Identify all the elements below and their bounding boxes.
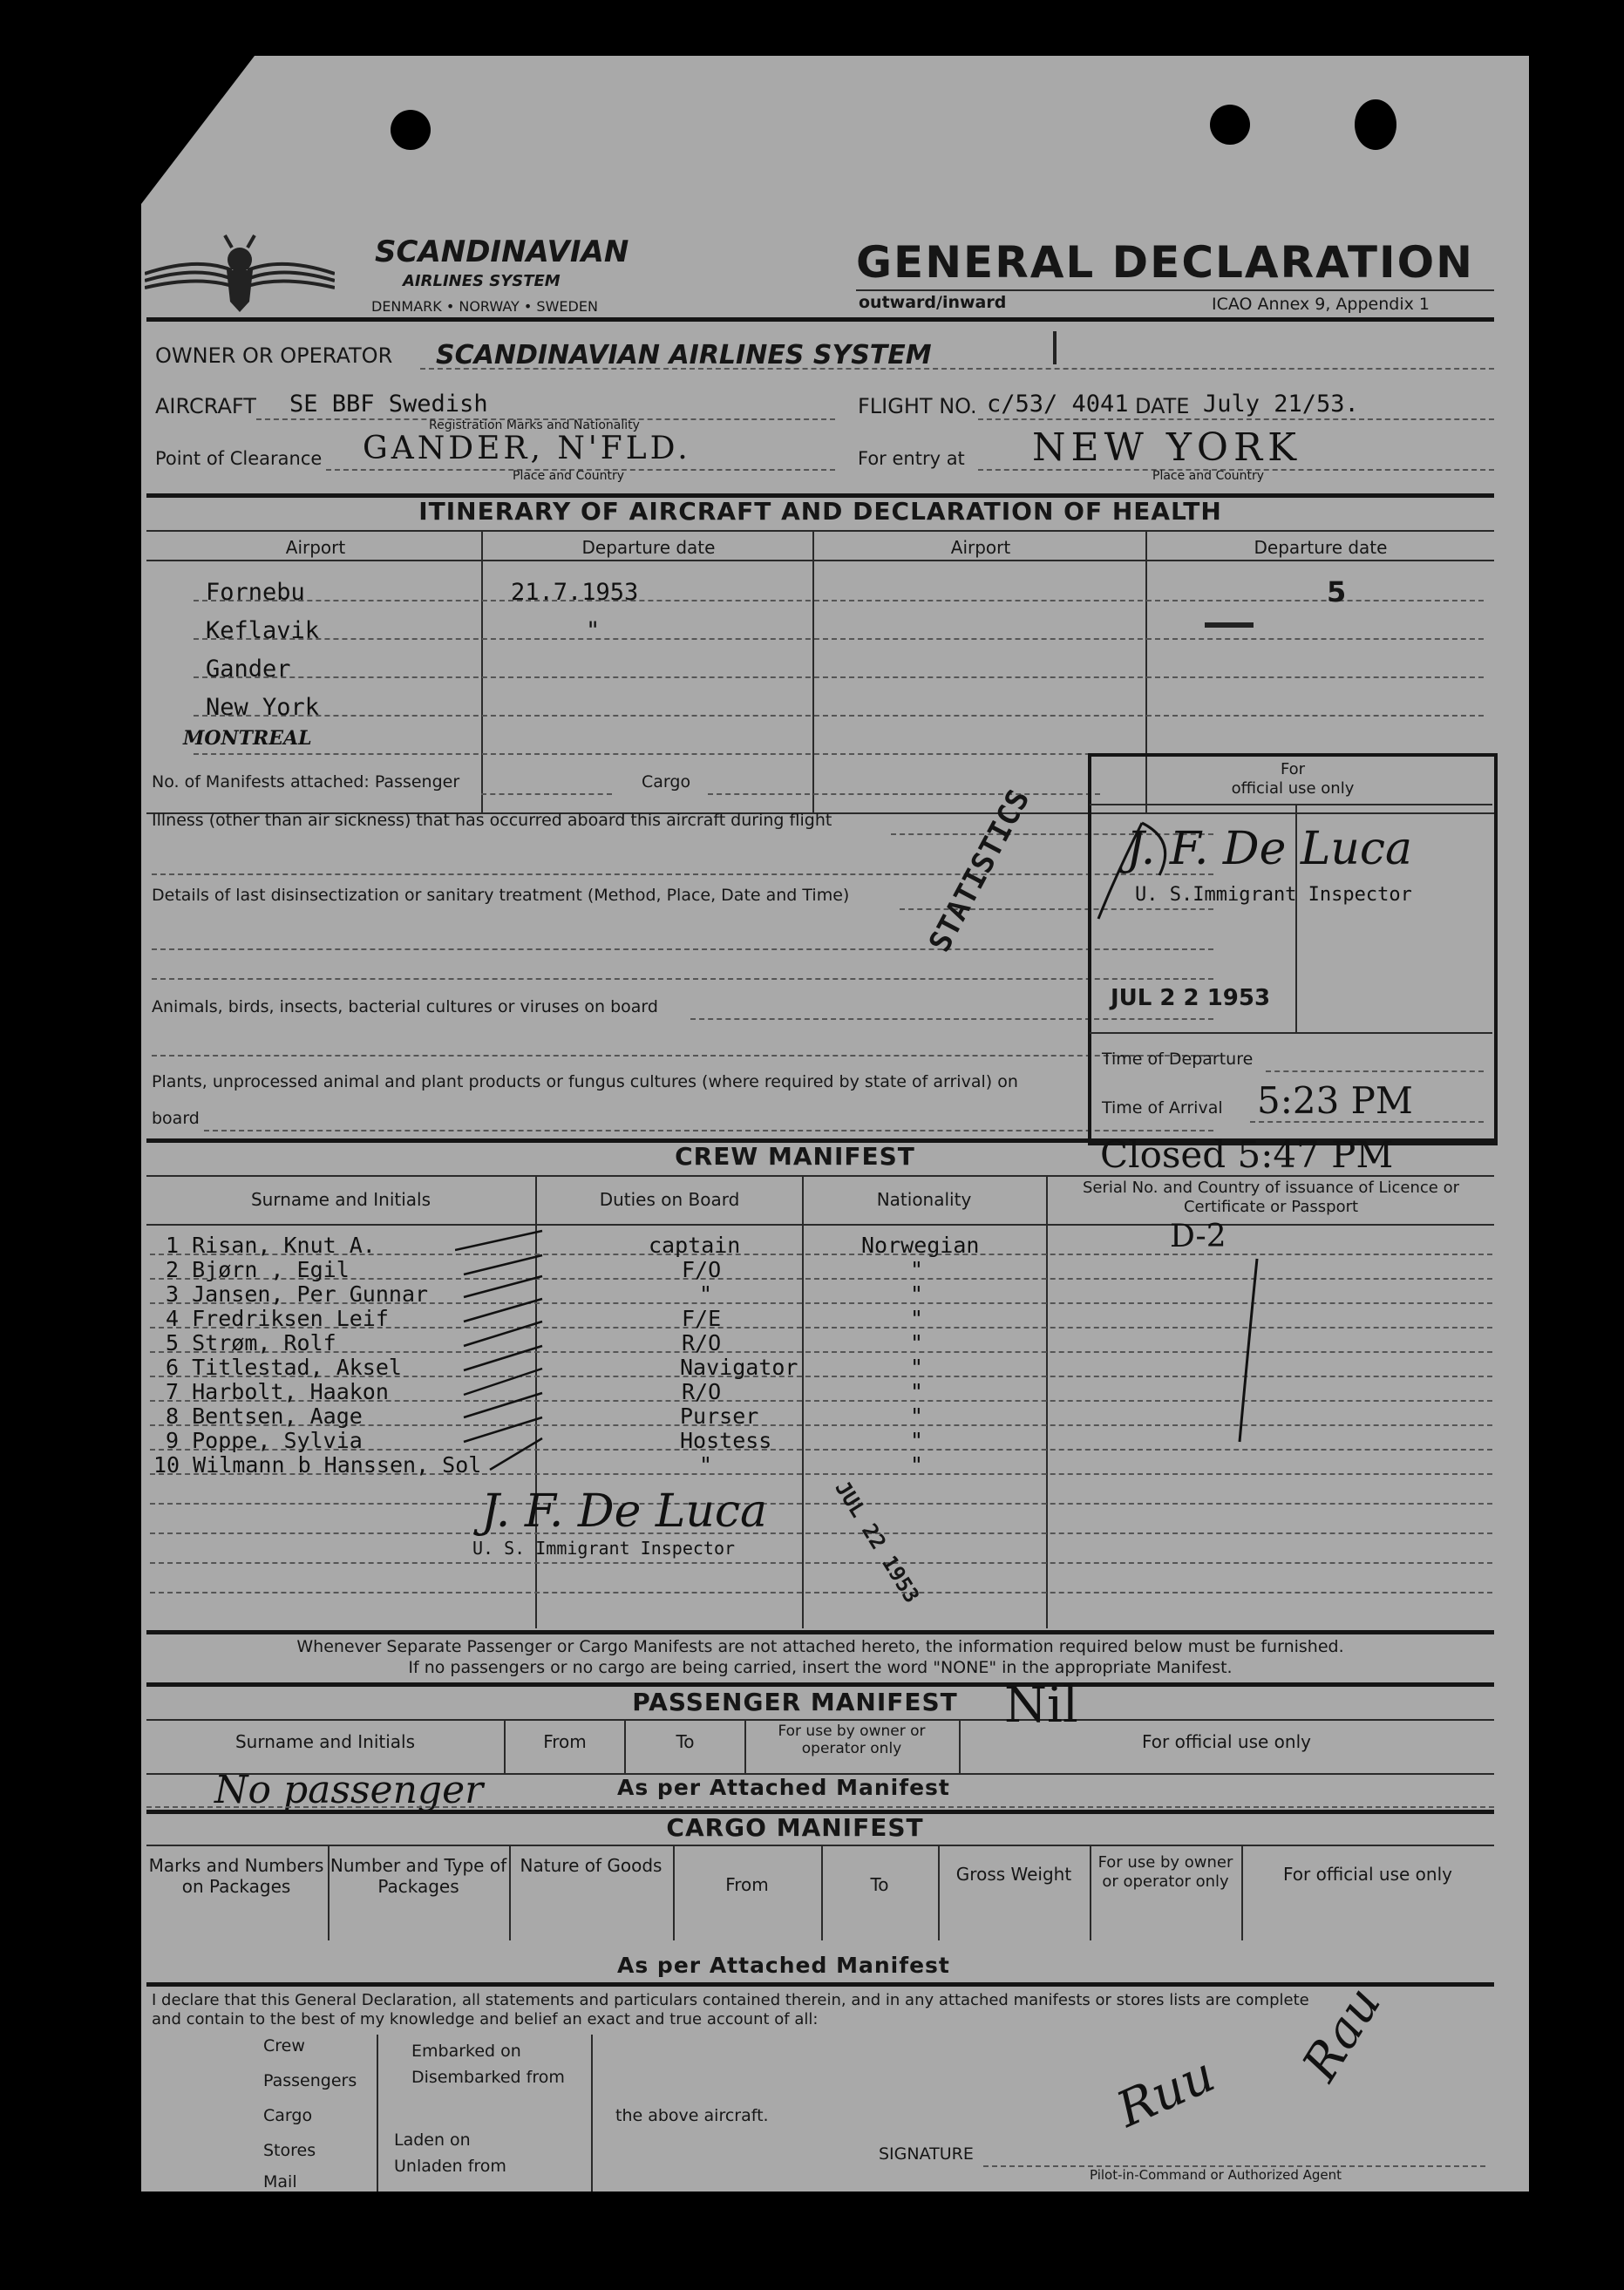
passenger-entry-handwritten: No passenger bbox=[214, 1768, 484, 1812]
owner-value: SCANDINAVIAN AIRLINES SYSTEM bbox=[436, 340, 932, 370]
official-use-label: official use only bbox=[1231, 779, 1355, 798]
crew-nationality: " bbox=[910, 1403, 924, 1429]
official-date-stamp: JUL 2 2 1953 bbox=[1111, 985, 1271, 1011]
pen-dash bbox=[1205, 622, 1254, 628]
crew-row bbox=[166, 1379, 389, 1404]
crew-row-number: 7 bbox=[166, 1379, 180, 1404]
declaration-item: Passengers bbox=[263, 2071, 357, 2090]
crew-name: Fredriksen Leif bbox=[192, 1306, 389, 1331]
torn-corner bbox=[141, 56, 255, 204]
departure-date-entry: " bbox=[586, 617, 601, 644]
crew-nationality: " bbox=[910, 1330, 924, 1356]
crew-inspector-signature: J. F. De Luca bbox=[481, 1485, 768, 1538]
col-cargo-to: To bbox=[870, 1874, 889, 1895]
crew-name: Risan, Knut A. bbox=[192, 1233, 376, 1258]
owner-label: OWNER OR OPERATOR bbox=[155, 343, 393, 368]
declaration-form bbox=[141, 56, 1529, 2191]
airline-subname: AIRLINES SYSTEM bbox=[403, 272, 561, 290]
col-passenger-to: To bbox=[676, 1731, 695, 1752]
time-arrival-value: 5:23 PM bbox=[1257, 1079, 1413, 1122]
declaration-action: Laden on bbox=[394, 2130, 471, 2150]
clearance-value: GANDER, N'FLD. bbox=[363, 431, 691, 466]
time-arrival-label: Time of Arrival bbox=[1102, 1098, 1223, 1118]
declaration-text-1: I declare that this General Declaration, all statements and particulars contained therein, and in any attached manifests or stores lists are complete bbox=[152, 1991, 1309, 2009]
col-nationality: Nationality bbox=[876, 1189, 972, 1210]
declaration-text-2: and contain to the best of my knowledge and belief an exact and true account of all: bbox=[152, 2010, 819, 2028]
col-airport: Airport bbox=[285, 537, 346, 558]
crew-nationality: " bbox=[910, 1428, 924, 1453]
crew-duty: Hostess bbox=[680, 1428, 772, 1453]
airport-entry: Fornebu bbox=[206, 579, 305, 606]
crew-nationality: " bbox=[910, 1355, 924, 1380]
col-passenger-from: From bbox=[543, 1731, 587, 1752]
crew-row-number: 2 bbox=[166, 1257, 180, 1282]
official-for-label: For bbox=[1280, 760, 1306, 778]
crew-row bbox=[153, 1452, 481, 1478]
signature-flourish bbox=[1090, 805, 1492, 928]
closed-time-note: Closed 5:47 PM bbox=[1100, 1133, 1394, 1176]
crew-row-number: 10 bbox=[153, 1452, 180, 1478]
flight-number-value: c/53/ 4041 bbox=[987, 391, 1129, 418]
crew-row-number: 4 bbox=[166, 1306, 180, 1331]
declaration-item: Crew bbox=[263, 2036, 305, 2056]
crew-name: Jansen, Per Gunnar bbox=[192, 1281, 429, 1307]
crew-inspector-title: U. S. Immigrant Inspector bbox=[472, 1538, 736, 1559]
page-title: GENERAL DECLARATION bbox=[856, 237, 1474, 288]
crew-nationality: " bbox=[910, 1257, 924, 1282]
col-serial: Serial No. and Country of issuance of Licence or Certificate or Passport bbox=[1082, 1179, 1460, 1216]
col-departure-date-2: Departure date bbox=[1254, 537, 1388, 558]
departure-date-entry: 21.7.1953 bbox=[511, 579, 639, 606]
aircraft-value: SE BBF Swedish bbox=[289, 391, 488, 418]
col-cargo-marks: Marks and Numbers on Packages bbox=[148, 1855, 324, 1897]
declaration-action: Disembarked from bbox=[411, 2068, 565, 2087]
airport-entry: New York bbox=[206, 694, 320, 721]
cargo-manifest-title: CARGO MANIFEST bbox=[666, 1813, 924, 1842]
crew-row bbox=[166, 1330, 336, 1356]
time-departure-label: Time of Departure bbox=[1102, 1050, 1254, 1069]
crew-duty: F/O bbox=[682, 1257, 722, 1282]
crew-row bbox=[166, 1281, 428, 1307]
col-cargo-nature: Nature of Goods bbox=[520, 1855, 663, 1876]
pilot-signature-2: Rau bbox=[1292, 1977, 1392, 2091]
passenger-manifest-title: PASSENGER MANIFEST bbox=[632, 1688, 958, 1716]
crew-nationality: Norwegian bbox=[861, 1233, 980, 1258]
punch-hole bbox=[1210, 105, 1250, 145]
crew-row-number: 6 bbox=[166, 1355, 180, 1380]
signer-caption: Pilot-in-Command or Authorized Agent bbox=[1090, 2167, 1342, 2183]
col-crew-name: Surname and Initials bbox=[250, 1189, 431, 1210]
crew-name: Wilmann b Hanssen, Sol bbox=[193, 1452, 482, 1478]
notice-line-2: If no passengers or no cargo are being carried, insert the word "NONE" in the appropriate Manifest. bbox=[408, 1658, 1233, 1677]
crew-row-number: 3 bbox=[166, 1281, 180, 1307]
crew-nationality: " bbox=[910, 1379, 924, 1404]
crew-row-number: 9 bbox=[166, 1428, 180, 1453]
col-duties: Duties on Board bbox=[599, 1189, 740, 1210]
annex-reference: ICAO Annex 9, Appendix 1 bbox=[1212, 295, 1430, 314]
col-passenger-official: For official use only bbox=[1142, 1731, 1311, 1752]
statistics-stamp: STATISTICS bbox=[922, 784, 1037, 958]
nil-note: Nil bbox=[1004, 1677, 1078, 1734]
itinerary-title: ITINERARY OF AIRCRAFT AND DECLARATION OF HEALTH bbox=[418, 497, 1222, 526]
crew-row bbox=[166, 1306, 389, 1331]
crew-name: Poppe, Sylvia bbox=[192, 1428, 363, 1453]
illness-label: Illness (other than air sickness) that has occurred aboard this aircraft during flight bbox=[152, 811, 832, 830]
col-cargo-official: For official use only bbox=[1283, 1864, 1452, 1885]
declaration-action: Unladen from bbox=[394, 2157, 506, 2176]
airline-name: SCANDINAVIAN bbox=[375, 234, 629, 269]
entry-label: For entry at bbox=[858, 448, 965, 469]
col-passenger-owner: For use by owner or operator only bbox=[778, 1723, 926, 1758]
crew-duty: Purser bbox=[680, 1403, 759, 1429]
board-label: board bbox=[152, 1109, 200, 1128]
crew-row bbox=[166, 1428, 363, 1453]
crew-nationality: " bbox=[910, 1281, 924, 1307]
clearance-label: Point of Clearance bbox=[155, 448, 323, 469]
crew-row-number: 1 bbox=[166, 1233, 180, 1258]
col-cargo-number: Number and Type of Packages bbox=[330, 1855, 507, 1897]
col-departure-date: Departure date bbox=[581, 537, 716, 558]
declaration-item: Cargo bbox=[263, 2106, 313, 2125]
crew-duty: " bbox=[699, 1452, 713, 1478]
crew-date-stamp: JUL 22 1953 bbox=[830, 1477, 925, 1607]
flight-number-label: FLIGHT NO. bbox=[858, 394, 977, 418]
date-label: DATE bbox=[1135, 394, 1190, 418]
plants-label: Plants, unprocessed animal and plant products or fungus cultures (where required by state of arrival) on bbox=[152, 1072, 1018, 1091]
signature-label: SIGNATURE bbox=[879, 2144, 974, 2164]
declaration-item: Mail bbox=[263, 2172, 297, 2191]
viking-emblem-icon bbox=[145, 230, 335, 314]
crew-duty: R/O bbox=[682, 1379, 722, 1404]
declaration-aircraft-text: the above aircraft. bbox=[615, 2106, 769, 2125]
airport-entry-handwritten: MONTREAL bbox=[183, 727, 312, 750]
crew-row bbox=[166, 1257, 350, 1282]
crew-name: Bentsen, Aage bbox=[192, 1403, 363, 1429]
page-subtitle: outward/inward bbox=[859, 293, 1007, 312]
pen-mark bbox=[1053, 331, 1057, 364]
declaration-action: Embarked on bbox=[411, 2042, 521, 2061]
airline-countries: DENMARK • NORWAY • SWEDEN bbox=[371, 298, 598, 315]
notice-line-1: Whenever Separate Passenger or Cargo Manifests are not attached hereto, the information required below must be furnished. bbox=[296, 1637, 1344, 1656]
date-value: July 21/53. bbox=[1203, 391, 1359, 418]
crew-duty: " bbox=[699, 1281, 713, 1307]
disinsection-label: Details of last disinsectization or sanitary treatment (Method, Place, Date and Time) bbox=[152, 886, 850, 905]
aircraft-caption: Registration Marks and Nationality bbox=[429, 418, 640, 432]
cargo-entry-typed: As per Attached Manifest bbox=[617, 1953, 950, 1978]
col-cargo-owner: For use by owner or operator only bbox=[1097, 1853, 1233, 1891]
crew-manifest-title: CREW MANIFEST bbox=[675, 1142, 915, 1171]
entry-caption: Place and Country bbox=[1152, 469, 1265, 483]
crew-nationality: " bbox=[910, 1452, 924, 1478]
crew-duty: R/O bbox=[682, 1330, 722, 1356]
cargo-count-label: Cargo bbox=[642, 772, 691, 792]
crew-row bbox=[166, 1233, 376, 1258]
crew-name: Harbolt, Haakon bbox=[192, 1379, 389, 1404]
crew-row-number: 5 bbox=[166, 1330, 180, 1356]
declaration-item: Stores bbox=[263, 2141, 316, 2160]
title-rule bbox=[856, 289, 1494, 291]
col-passenger-name: Surname and Initials bbox=[234, 1731, 416, 1752]
clearance-caption: Place and Country bbox=[513, 469, 625, 483]
inspector-title: U. S.Immigrant Inspector bbox=[1135, 884, 1412, 906]
right-mark: 5 bbox=[1327, 575, 1347, 608]
pilot-signature: Ruu bbox=[1109, 2046, 1223, 2139]
crew-duty: Navigator bbox=[680, 1355, 798, 1380]
entry-value: NEW YORK bbox=[1032, 425, 1301, 470]
crew-nationality: " bbox=[910, 1306, 924, 1331]
airport-entry: Keflavik bbox=[206, 617, 320, 644]
animals-label: Animals, birds, insects, bacterial cultures or viruses on board bbox=[152, 997, 658, 1016]
col-airport-2: Airport bbox=[950, 537, 1011, 558]
inspector-signature: J. F. De Luca bbox=[1126, 823, 1413, 875]
crew-name: Titlestad, Aksel bbox=[192, 1355, 402, 1380]
crew-name: Strøm, Rolf bbox=[192, 1330, 336, 1356]
crew-duty: F/E bbox=[682, 1306, 722, 1331]
punch-hole bbox=[1355, 99, 1396, 150]
crew-row bbox=[166, 1355, 402, 1380]
col-cargo-weight: Gross Weight bbox=[955, 1864, 1072, 1885]
passenger-entry-typed: As per Attached Manifest bbox=[617, 1775, 950, 1800]
manifests-label: No. of Manifests attached: Passenger bbox=[152, 772, 460, 792]
crew-duty: captain bbox=[649, 1233, 741, 1258]
crew-name: Bjørn , Egil bbox=[192, 1257, 350, 1282]
crew-row bbox=[166, 1403, 363, 1429]
airport-entry: Gander bbox=[206, 656, 291, 683]
header-rule bbox=[146, 317, 1494, 322]
col-cargo-from: From bbox=[725, 1874, 769, 1895]
serial-value: D-2 bbox=[1170, 1219, 1226, 1254]
aircraft-label: AIRCRAFT bbox=[155, 394, 256, 418]
punch-hole bbox=[391, 110, 431, 150]
crew-row-number: 8 bbox=[166, 1403, 180, 1429]
